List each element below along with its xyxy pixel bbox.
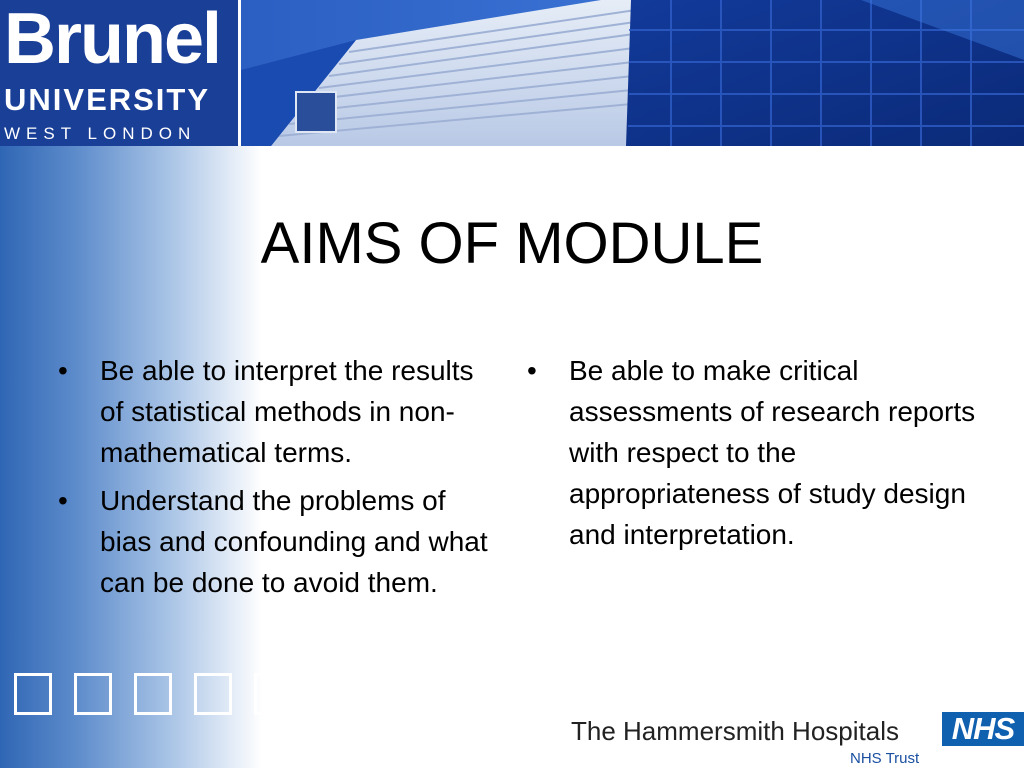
list-item (58, 480, 498, 603)
left-bullet-list (58, 350, 498, 610)
decorative-square (312, 673, 350, 715)
decorative-square (14, 673, 52, 715)
decorative-square (74, 673, 112, 715)
logo-university-text: UNIVERSITY (4, 82, 211, 117)
bullet-icon: • (527, 355, 537, 386)
nhs-trust-label: NHS Trust (850, 750, 920, 767)
decorative-square (372, 673, 410, 715)
list-item (527, 350, 987, 555)
bullet-text: Understand the problems of bias and confounding and what can be done to avoid them. (100, 485, 488, 598)
slide-title: AIMS OF MODULE (260, 211, 764, 276)
bullet-text: Be able to interpret the results of statistical methods in non-mathematical terms. (100, 355, 474, 468)
hospital-name: The Hammersmith Hospitals (571, 716, 899, 746)
logo-westlondon-text: WEST LONDON (4, 124, 197, 143)
decorative-square (194, 673, 232, 715)
decorative-square (254, 673, 292, 715)
header-banner (0, 0, 1024, 146)
bullet-icon: • (58, 355, 68, 386)
logo-brunel-text: Brunel (4, 0, 221, 79)
brunel-logo (0, 0, 238, 146)
nhs-logo: NHS (942, 712, 1024, 746)
list-item (58, 350, 498, 473)
right-bullet-list (527, 350, 987, 562)
decorative-square (134, 673, 172, 715)
bullet-icon: • (58, 485, 68, 516)
building-photo (241, 0, 1024, 146)
bullet-text: Be able to make critical assessments of research reports with respect to the appropriateness of study design and interpretation. (569, 355, 976, 550)
